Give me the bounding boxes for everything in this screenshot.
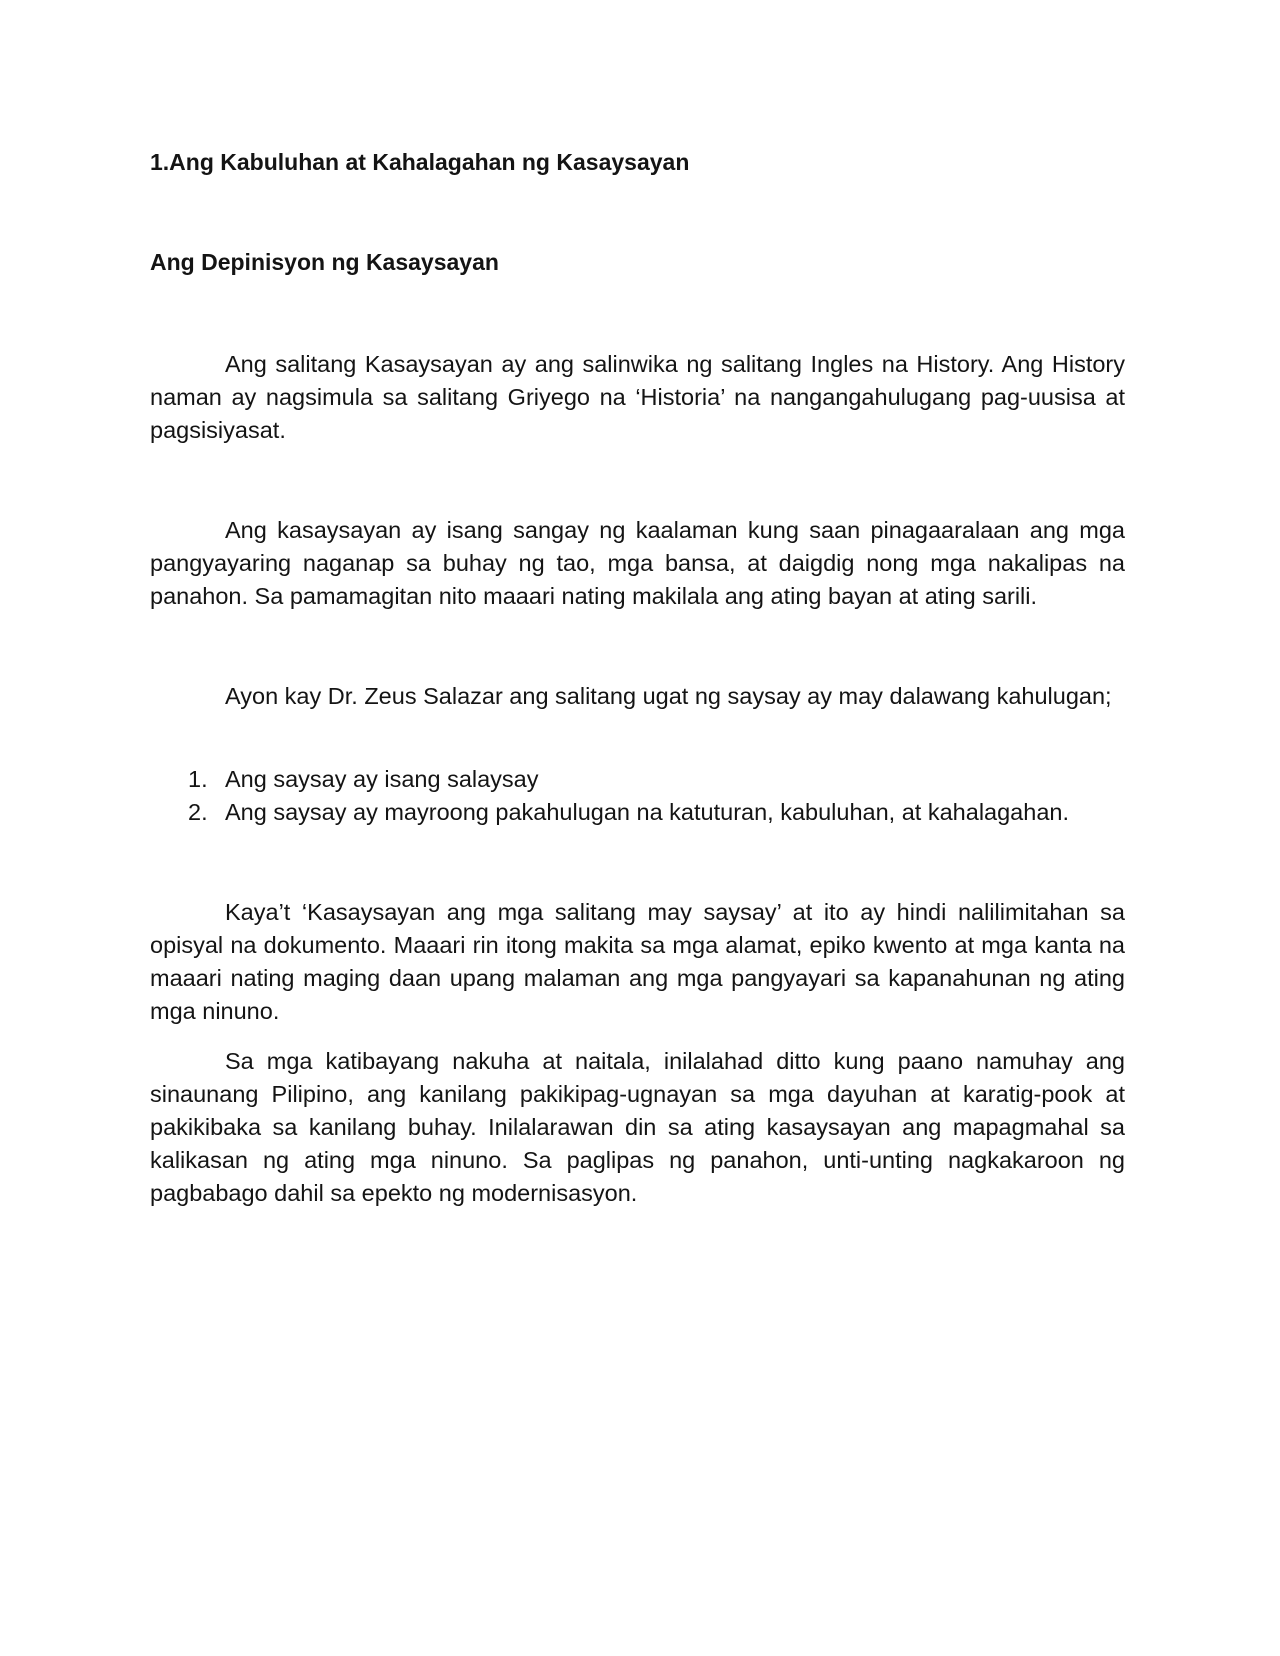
- paragraph-evidence: Sa mga katibayang nakuha at naitala, inilalahad ditto kung paano namuhay ang sinaunang Pilipino, ang kanilang pakikipag-ugnayan sa mga dayuhan at karatig-pook at pakikibaka sa kanilang buhay. Inilalarawan din sa ating kasaysayan ang mapagmahal sa kalikasan ng ating mga ninuno. Sa paglipas ng panahon, unti-unting nagkakaroon ng pagbabago dahil sa epekto ng modernisasyon.: [150, 1048, 1125, 1206]
- section-heading: Ang Depinisyon ng Kasaysayan: [150, 249, 499, 275]
- paragraph-sources: Kaya’t ‘Kasaysayan ang mga salitang may saysay’ at ito ay hindi nalilimitahan sa opisyal na dokumento. Maaari rin itong makita sa mga alamat, epiko kwento at mga kanta na maaari nating maging daan upang malaman ang mga pangyayari sa kapanahunan ng ating mga ninuno.: [150, 899, 1125, 1024]
- document-title: 1.Ang Kabuluhan at Kahalagahan ng Kasaysayan: [150, 149, 690, 175]
- paragraph-etymology: Ang salitang Kasaysayan ay ang salinwika ng salitang Ingles na History. Ang History naman ay nagsimula sa salitang Griyego na ‘Historia’ na nangangahulugang pag-uusisa at pagsisiyasat.: [150, 351, 1125, 443]
- list-item: [150, 796, 1125, 829]
- meaning-list: [150, 763, 1125, 829]
- list-item-number: 2.: [188, 799, 208, 825]
- paragraph-definition: Ang kasaysayan ay isang sangay ng kaalaman kung saan pinagaaralaan ang mga pangyayaring naganap sa buhay ng tao, mga bansa, at daigdig nong mga nakalipas na panahon. Sa pamamagitan nito maaari nating makilala ang ating bayan at ating sarili.: [150, 517, 1125, 609]
- list-item-number: 1.: [188, 766, 208, 792]
- paragraph-salazar: Ayon kay Dr. Zeus Salazar ang salitang ugat ng saysay ay may dalawang kahulugan;: [225, 683, 1112, 709]
- list-item-text: Ang saysay ay isang salaysay: [225, 766, 539, 792]
- list-item: [150, 763, 1125, 796]
- list-item-text: Ang saysay ay mayroong pakahulugan na katuturan, kabuluhan, at kahalagahan.: [225, 799, 1069, 825]
